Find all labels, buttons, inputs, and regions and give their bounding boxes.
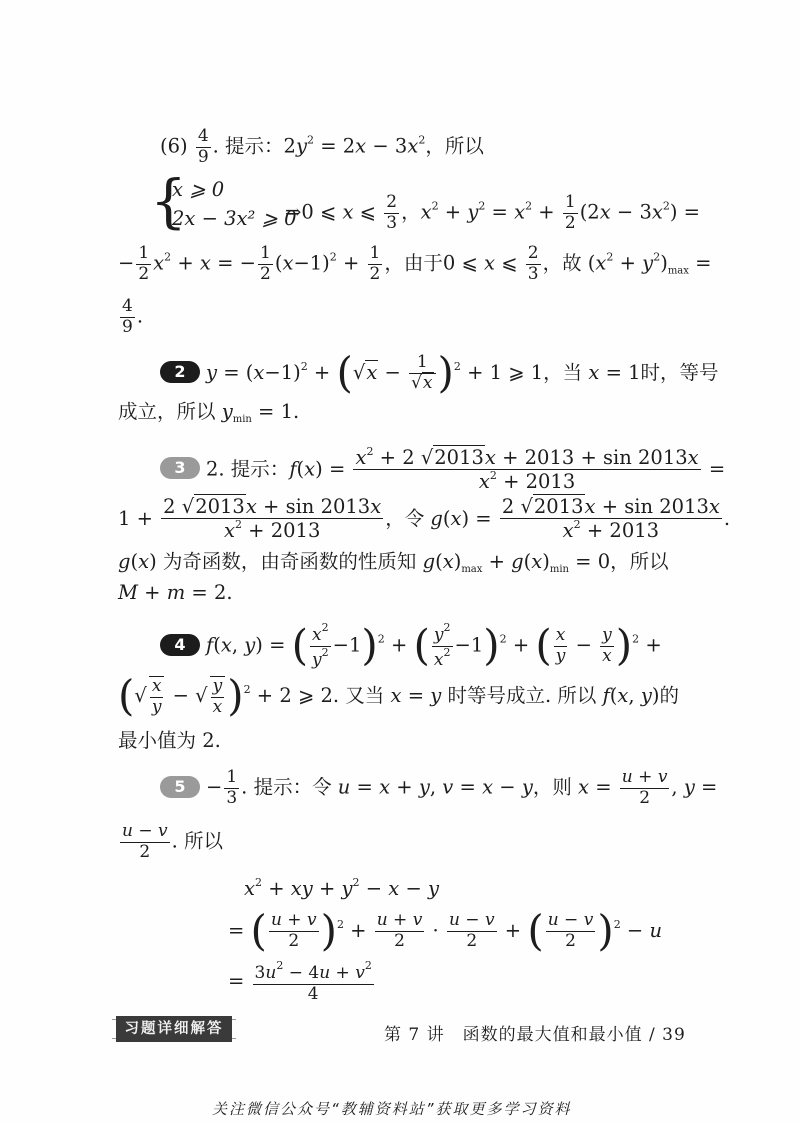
q4-line-1: 4 f(x, y) = ( $\frac{x^2}{y^2}$ −1)$^2$ + ( $\frac{y^2}{x^2}$ −1)$^2$ + ( $\frac{x}{y}$ − $\frac{y}{x}$ )$^2$ + [160, 622, 662, 670]
q2-line-2: 成立，所以 $y_{min} = 1$. [118, 400, 300, 425]
q5-line-1: 5 − $\frac{1}{3}$ . 提示：令 u = x + y, v = x − y，则 x = $\frac{u + v}{2}$ , y = [160, 768, 717, 808]
q5-line-2: $\frac{u - v}{2}$ . 所以 [122, 821, 224, 862]
q4-badge: 4 [160, 634, 200, 656]
q4-line-2: (√ $\frac{x}{y}$ − √ $\frac{y}{x}$ )$^2$ + 2 ⩾ 2. 又当 x = y 时等号成立. 所以 f(x, y)的 [118, 671, 679, 720]
q3-line-3: g(x) 为奇函数，由奇函数的性质知 $g(x)_{max} + g(x)_{min} = 0$，所以 [118, 550, 669, 575]
q3-badge: 3 [160, 457, 200, 479]
chapter-page-label: 第 7 讲 函数的最大值和最小值 / 39 [384, 1025, 686, 1045]
q5-badge: 5 [160, 776, 200, 798]
system-brace: { [150, 167, 187, 235]
q6-line-1: (6) $\frac{4}{9}$ . 提示：$2y^2 = 2x - 3x^2$，所以 [160, 126, 484, 167]
q5-eq-2: = ( $\frac{u + v}{2}$ )$^2$ + $\frac{u + v}{2}$ · $\frac{u - v}{2}$ + ( $\frac{u - v}{2}$ )$^2$ − u [228, 906, 663, 955]
section-label-box: 习题详细解答 [116, 1016, 232, 1042]
q5-eq-1: $x^2$ + xy + $y^2 - x - y$ [244, 876, 440, 900]
q5-eq-3: = $\frac{3u^2 - 4u + v^2}{4}$ [228, 959, 372, 1004]
q2-badge: 2 [160, 361, 200, 383]
q3-line-1: 3 2. 提示：f(x) = $\frac{x^2 + 2 √2013x + 2013 + \sin 2013x}{x^2 + 2013}$ = [160, 446, 725, 494]
q6-answer-fraction: $\frac{4}{9}$ [197, 126, 209, 167]
q6-final: $\frac{4}{9}$ . [122, 296, 144, 337]
q6-system-2: 2x − 3x² ⩾ 0 [172, 207, 297, 230]
q6-line-2: ⇒0 ⩽ x ⩽ $\frac{2}{3}$ ，$x^2 + y^2 = x^2$ + $\frac{1}{2}$ $(2x - 3x^2)$ = [285, 192, 701, 233]
q4-line-3: 最小值为 2. [118, 729, 221, 752]
watermark-note: 关注微信公众号“教辅资料站”获取更多学习资料 [212, 1100, 572, 1118]
q6-head: (6) [160, 134, 188, 158]
q6-line-3: − $\frac{1}{2}$ $x^2 + x$ = − $\frac{1}{2}$ $(x-1)^2$ + $\frac{1}{2}$ ，由于0 ⩽ x ⩽ $\frac{2}{3}$ ，故 $(x^2 + y^2)_{max}$ = [118, 243, 712, 284]
q3-line-4: M + m = 2. [118, 581, 233, 604]
q2-line-1: 2 $y = (x-1)^2 + (√x$ − $\frac{1}{√x}$ )$^2$ + 1 ⩾ 1，当 x = 1时，等号 [160, 352, 719, 394]
q6-system-1: x ⩾ 0 [172, 178, 225, 201]
q3-line-2: 1 + $\frac{2 √2013x + \sin 2013x}{x^2 + 2013}$ ，令 g(x) = $\frac{2 √2013x + \sin 2013x}{x^2 + 2013}$ . [118, 495, 731, 543]
